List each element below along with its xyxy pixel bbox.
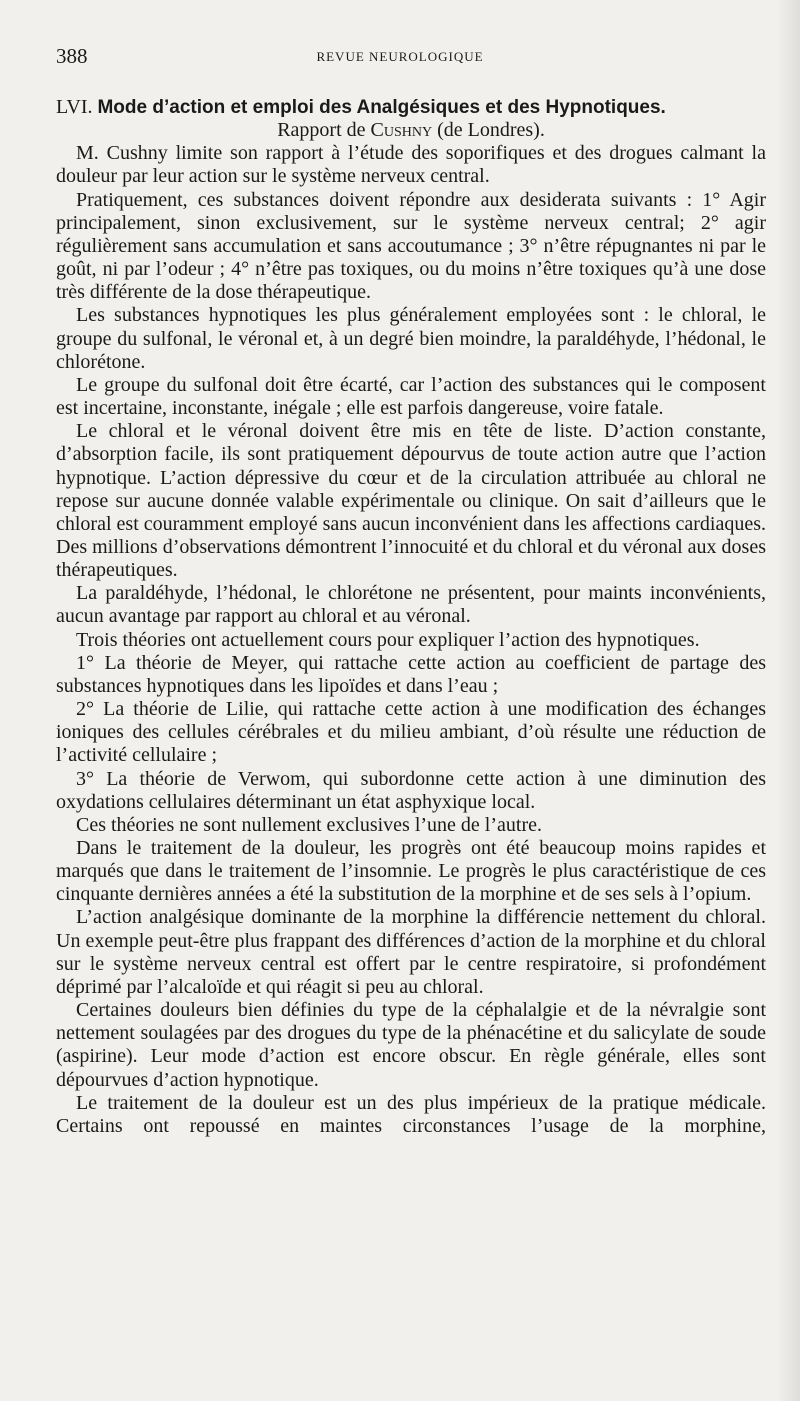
subtitle-author: Cushny xyxy=(370,119,433,142)
article-title-line xyxy=(56,96,766,119)
scan-edge-shadow xyxy=(776,0,800,1401)
article-number: LVI. xyxy=(56,96,93,118)
paragraph: Pratiquement, ces substances doivent répondre aux desiderata suivants : 1° Agir principalement, sinon exclusivement, sur le système nerveux central; 2° agir régulièrement sans accumulation et sans accoutumance ; 3° n’être répugnantes ni par le goût, ni par l’odeur ; 4° n’être pas toxiques, ou du moins n’être toxiques qu’à une dose très différente de la dose thérapeutique. xyxy=(56,188,766,304)
page-number: 388 xyxy=(56,44,88,68)
paragraph: Certaines douleurs bien définies du type de la céphalalgie et de la névralgie sont nettement soulagées par des drogues du type de la phénacétine et du salicylate de soude (aspirine). Leur mode d’action est encore obscur. En règle générale, elles sont dépourvues d’action hypnotique. xyxy=(56,999,766,1091)
paragraph: 1° La théorie de Meyer, qui rattache cette action au coefficient de partage des substances hypnotiques dans les lipoïdes et dans l’eau ; xyxy=(56,651,766,697)
page-header xyxy=(56,44,744,74)
paragraph: Trois théories ont actuellement cours pour expliquer l’action des hypnotiques. xyxy=(76,628,700,651)
paragraph: Le chloral et le véronal doivent être mis en tête de liste. D’action constante, d’absorption facile, ils sont pratiquement dépourvus de toute action autre que l’action hypnotique. L’action dépressive du cœur et de la circulation attribuée au chloral ne repose sur aucune donnée valable expérimentale ou clinique. On sait d’ailleurs que le chloral est couramment employé sans aucun inconvénient dans les affections cardiaques. Des millions d’observations démontrent l’innocuité et du chloral et du véronal aux doses thérapeutiques. xyxy=(56,420,766,582)
article-subtitle xyxy=(56,119,766,142)
paragraph: M. Cushny limite son rapport à l’étude des soporifiques et des drogues calmant la douleur par leur action sur le système nerveux central. xyxy=(56,142,766,188)
article-body xyxy=(56,96,766,1138)
paragraph: Dans le traitement de la douleur, les progrès ont été beaucoup moins rapides et marqués que dans le traitement de l’insomnie. Le progrès le plus caractéristique de ces cinquante dernières années a été la substitution de la morphine et de ses sels à l’opium. xyxy=(56,837,766,906)
paragraph: 2° La théorie de Lilie, qui rattache cette action à une modification des échanges ioniques des cellules cérébrales et du milieu ambiant, d’où résulte une réduction de l’activité cellulaire ; xyxy=(56,698,766,767)
running-head: REVUE NEUROLOGIQUE xyxy=(316,49,484,64)
paragraph: La paraldéhyde, l’hédonal, le chlorétone ne présentent, pour maints inconvénients, aucun avantage par rapport au chloral et au véronal. xyxy=(56,582,766,628)
paragraph: Le traitement de la douleur est un des plus impérieux de la pratique médicale. Certains ont repoussé en maintes circonstances l’usage de la morphine, xyxy=(56,1091,766,1137)
subtitle-suffix: (de Londres). xyxy=(432,119,545,142)
subtitle-prefix: Rapport de xyxy=(277,119,371,142)
article-title: Mode d’action et emploi des Analgésiques et des Hypnotiques. xyxy=(97,97,666,118)
paragraph: L’action analgésique dominante de la morphine la différencie nettement du chloral. Un exemple peut-être plus frappant des différences d’action de la morphine et du chloral sur le système nerveux central est offert par le centre respiratoire, si profondément déprimé par l’alcaloïde et qui réagit si peu au chloral. xyxy=(56,906,766,998)
paragraph: Le groupe du sulfonal doit être écarté, car l’action des substances qui le composent est incertaine, inconstante, inégale ; elle est parfois dangereuse, voire fatale. xyxy=(56,373,766,420)
paragraph: 3° La théorie de Verwom, qui subordonne cette action à une diminution des oxydations cellulaires déterminant un état asphyxique local. xyxy=(56,767,766,813)
paragraph: Les substances hypnotiques les plus généralement employées sont : le chloral, le groupe du sulfonal, le véronal et, à un degré bien moindre, la paraldéhyde, l’hédonal, le chlorétone. xyxy=(56,304,766,373)
paragraph: Ces théories ne sont nullement exclusives l’une de l’autre. xyxy=(76,813,542,836)
